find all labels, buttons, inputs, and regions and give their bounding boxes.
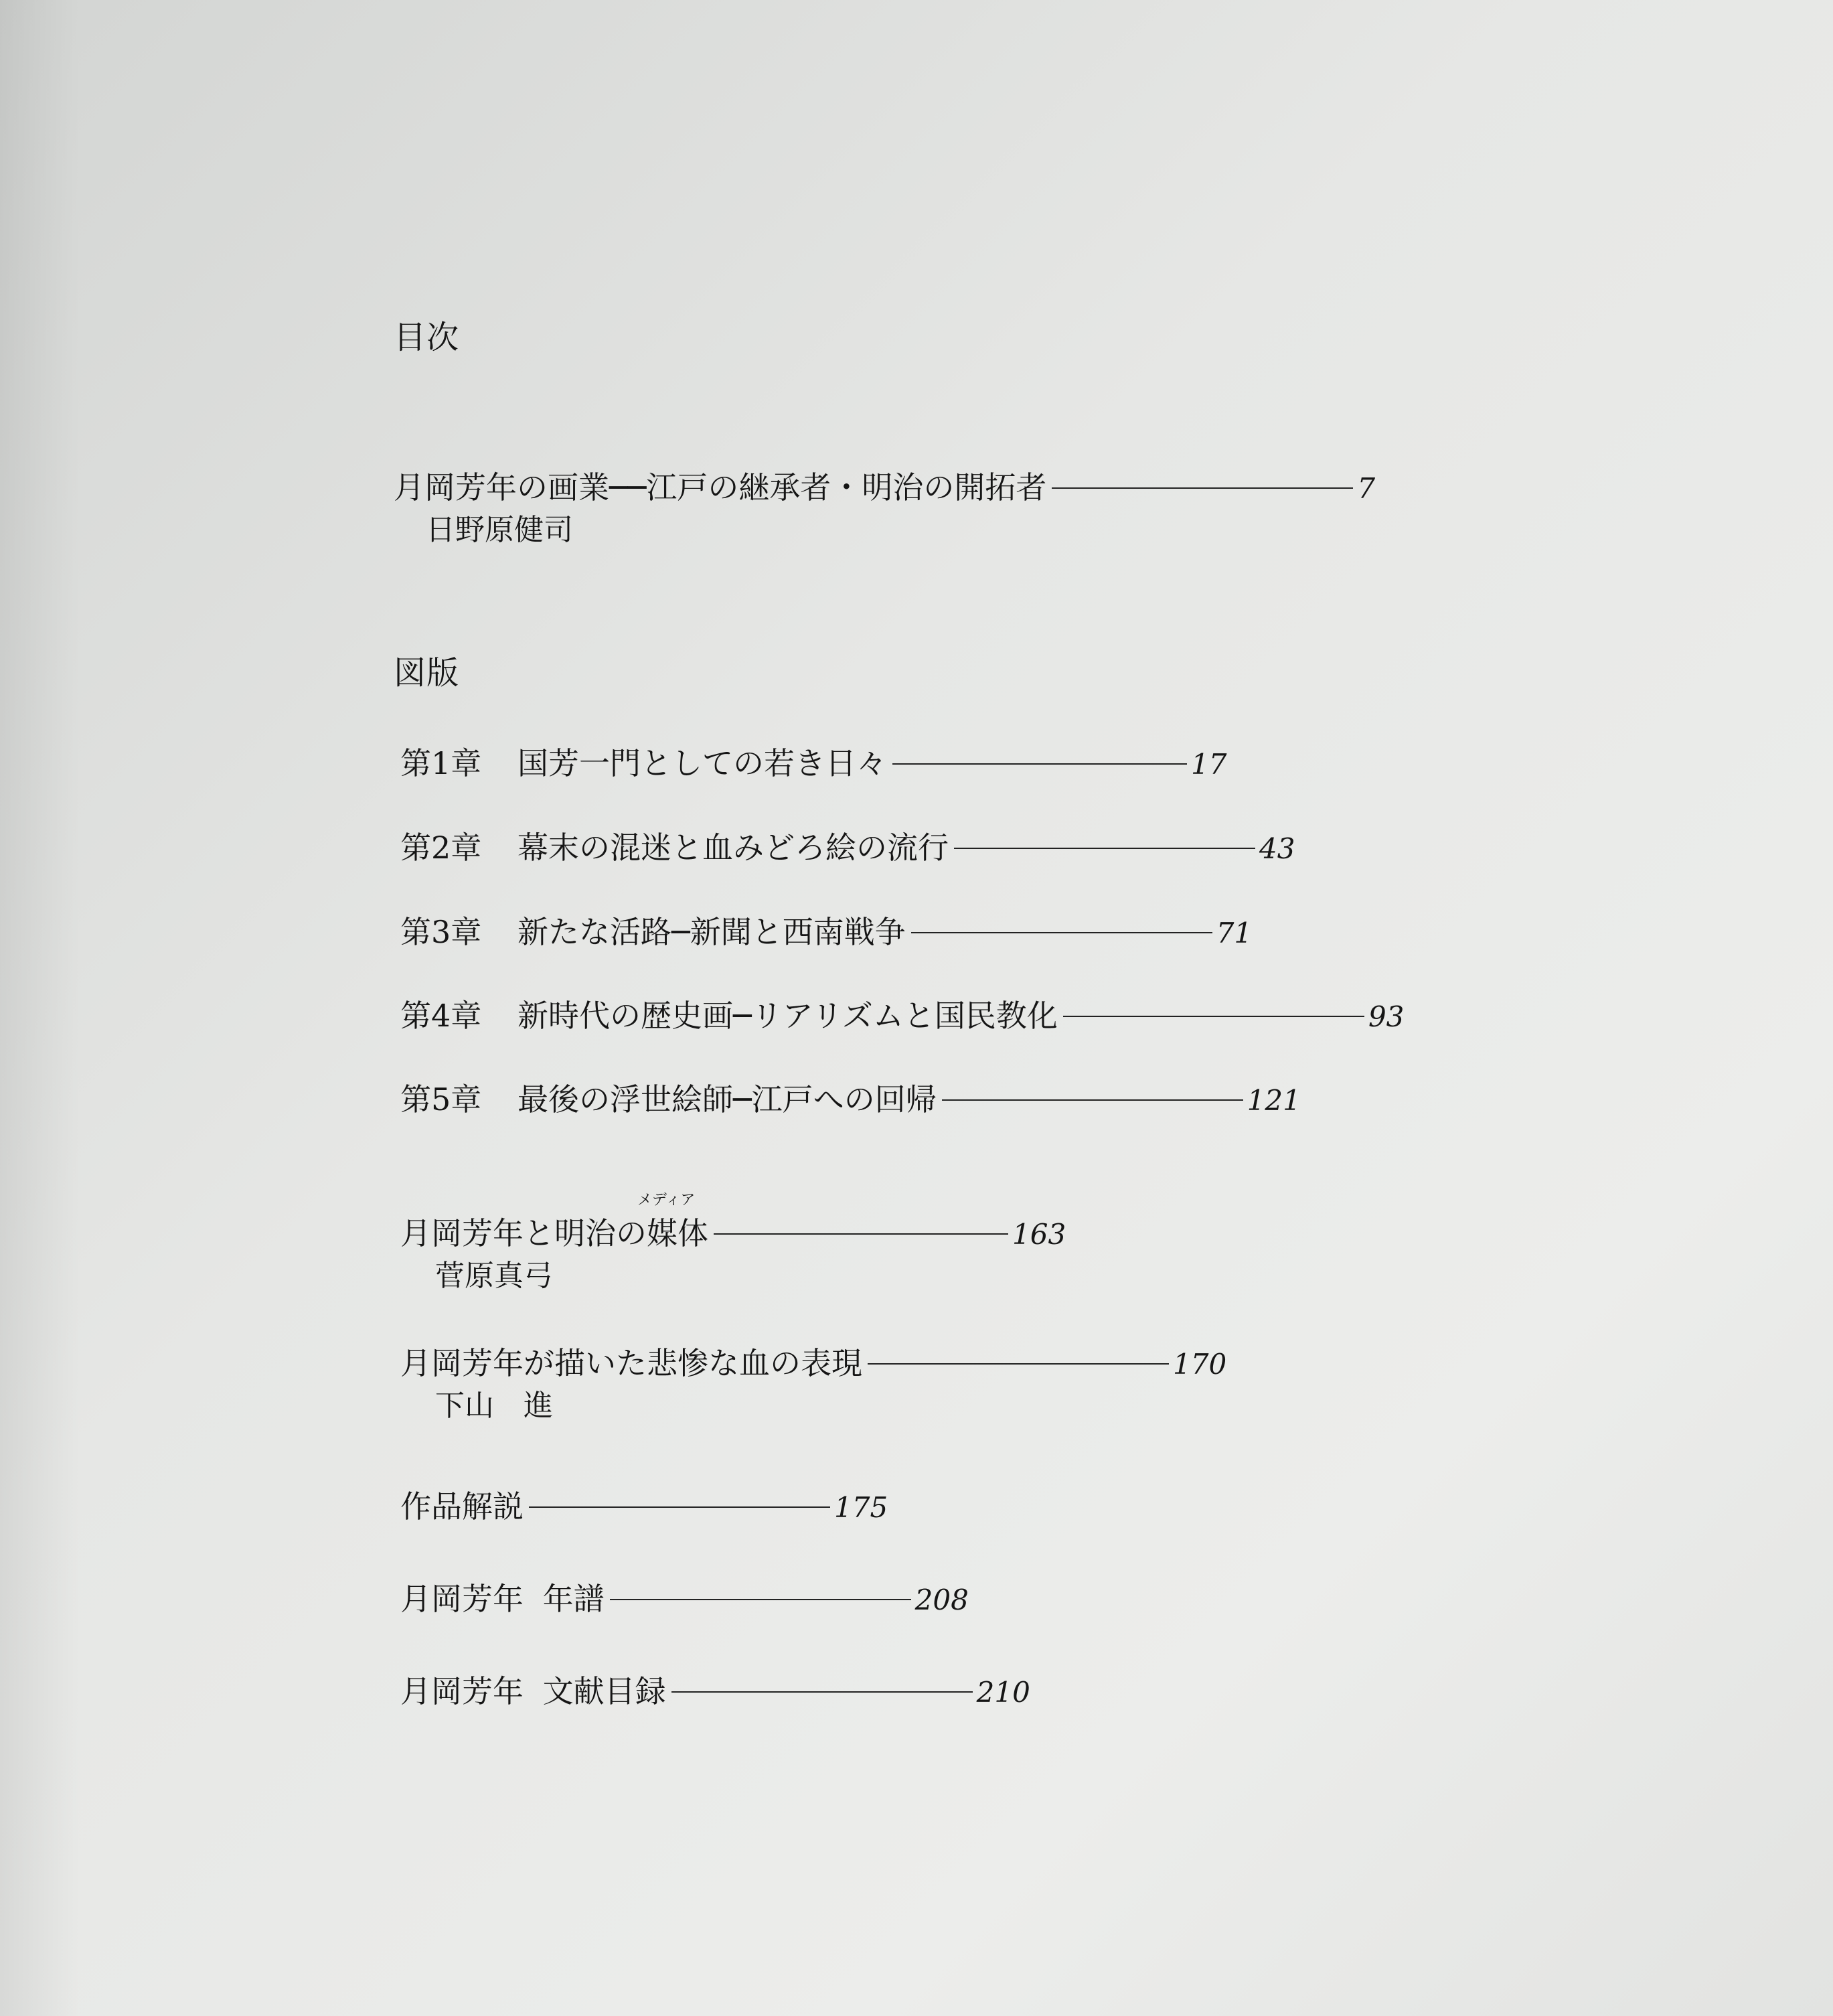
page-number: 93 [1368, 1000, 1405, 1033]
page-number: 7 [1357, 472, 1376, 505]
entry-title-prefix: 月岡芳年と明治の [400, 1215, 647, 1251]
toc-entry-bibliography [400, 1671, 1030, 1713]
entry-title: 新時代の歴史画─リアリズムと国民教化 [517, 998, 1058, 1034]
leader-line [868, 1363, 1169, 1365]
leader-line [671, 1691, 973, 1693]
leader-line [954, 848, 1255, 849]
entry-title: 幕末の混迷と血みどろ絵の流行 [517, 830, 949, 866]
plates-heading: 図版 [394, 654, 460, 692]
page-number: 163 [1012, 1218, 1066, 1251]
page-number: 208 [914, 1583, 969, 1616]
page-number: 170 [1173, 1348, 1227, 1381]
toc-entry-chapter-1 [400, 743, 1226, 785]
entry-author: 菅原真弓 [435, 1259, 553, 1293]
entry-author: 下山 進 [435, 1389, 553, 1423]
toc-title: 目次 [394, 319, 460, 356]
chapter-label: 第3章 [400, 914, 482, 950]
ruby-base: 媒体 [647, 1215, 708, 1251]
entry-author: 日野原健司 [426, 513, 573, 547]
toc-entry-commentary [400, 1486, 888, 1528]
toc-entry-chapter-2 [400, 828, 1295, 869]
entry-title: 月岡芳年が描いた悲惨な血の表現 [400, 1345, 862, 1381]
leader-line [892, 763, 1187, 765]
ruby-word [637, 1192, 708, 1253]
leader-line [610, 1599, 911, 1600]
page-number: 17 [1191, 748, 1227, 781]
entry-title: 月岡芳年の画業──江戸の継承者・明治の開拓者 [394, 469, 1047, 506]
entry-title: 新たな活路─新聞と西南戦争 [517, 914, 906, 950]
leader-line [1063, 1016, 1364, 1017]
leader-line [714, 1233, 1008, 1235]
leader-line [529, 1506, 830, 1508]
toc-entry-chapter-5 [400, 1079, 1301, 1121]
page-shadow [0, 0, 80, 2016]
chapter-label: 第4章 [400, 998, 482, 1034]
leader-line [1052, 487, 1353, 489]
ruby-annotation: メディア [637, 1192, 696, 1209]
entry-title: 最後の浮世絵師─江戸への回帰 [517, 1081, 937, 1117]
entry-title: 国芳一門としての若き日々 [517, 745, 887, 781]
page-number: 210 [976, 1676, 1030, 1709]
toc-entry-essay-2 [400, 1192, 1066, 1298]
toc-entry-essay-3 [400, 1343, 1226, 1427]
leader-line [942, 1099, 1243, 1101]
toc-entry-chapter-4 [400, 996, 1404, 1037]
leader-line [911, 932, 1212, 933]
chapter-label: 第2章 [400, 830, 482, 866]
entry-title: 作品解説 [400, 1488, 524, 1525]
page-number: 43 [1259, 832, 1295, 865]
page-number: 121 [1247, 1084, 1301, 1117]
chapter-label: 第1章 [400, 745, 482, 781]
page-number: 71 [1216, 917, 1253, 949]
toc-entry-chapter-3 [400, 912, 1252, 953]
entry-title: 月岡芳年 年譜 [400, 1581, 605, 1617]
page-number: 175 [834, 1491, 888, 1524]
toc-entry-essay-1 [394, 467, 1375, 552]
chapter-label: 第5章 [400, 1081, 482, 1117]
toc-entry-chronology [400, 1579, 969, 1620]
entry-title: 月岡芳年 文献目録 [400, 1673, 666, 1709]
